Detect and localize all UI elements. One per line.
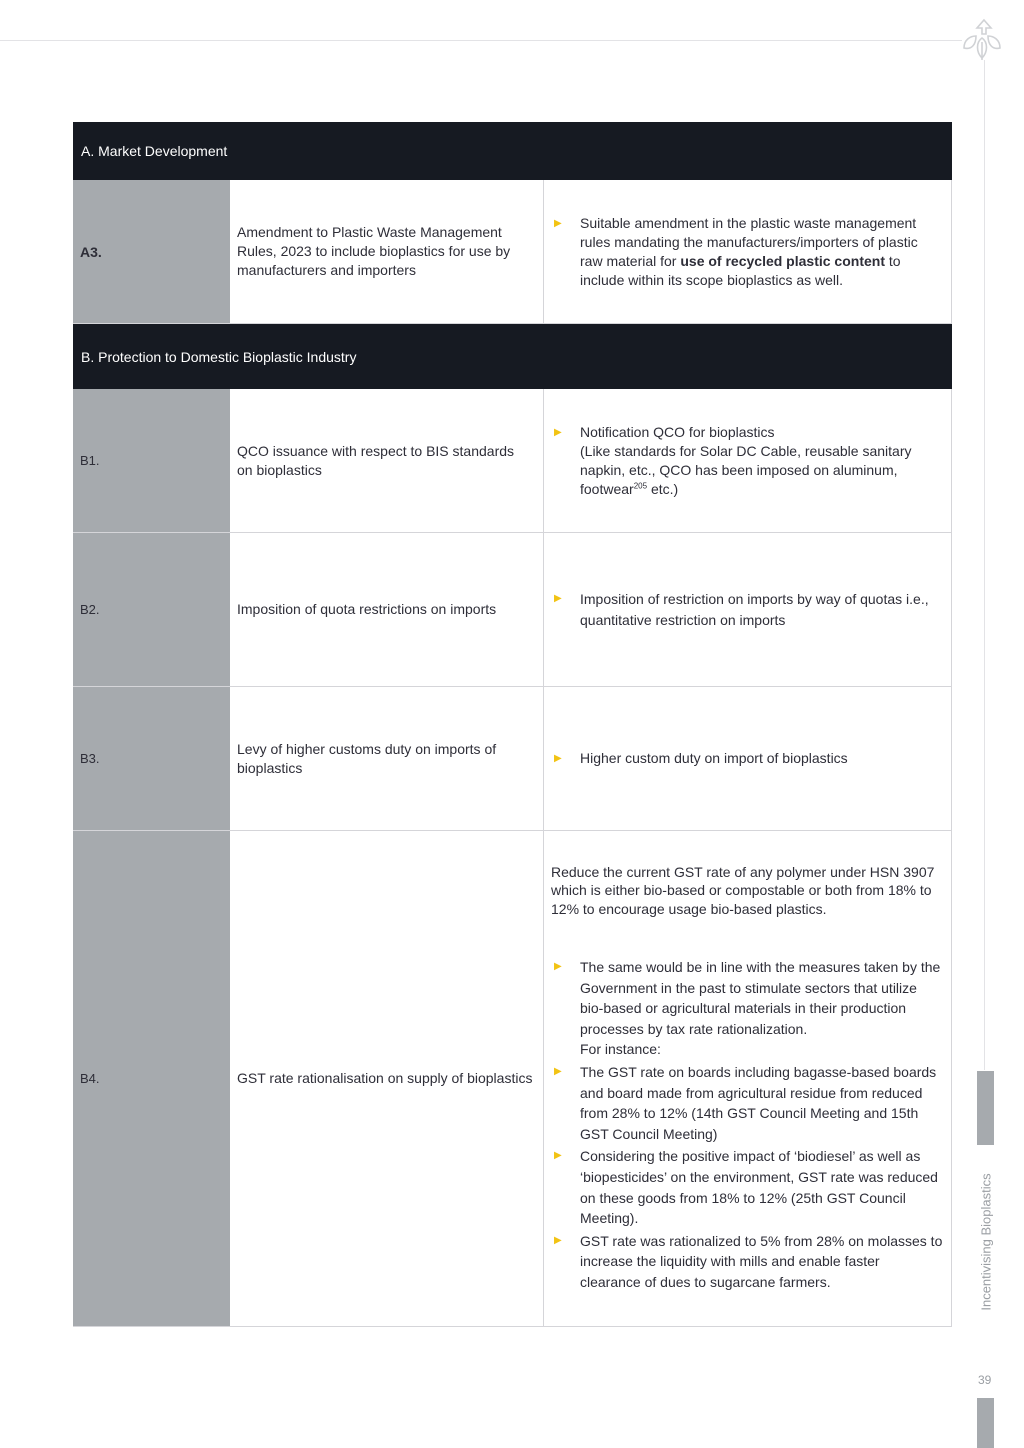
measure-cell bbox=[230, 687, 544, 830]
triangle-bullet-icon: ▶ bbox=[554, 961, 562, 972]
detail-text: Imposition of restriction on imports by way of quotas i.e., quantitative restriction on imports bbox=[580, 590, 929, 628]
row-id: A3. bbox=[73, 180, 230, 323]
table-row-b4 bbox=[73, 831, 952, 1327]
measure-cell bbox=[230, 180, 544, 323]
detail-cell bbox=[544, 687, 952, 830]
list-item: ▶ Considering the positive impact of ‘biodiesel’ as well as ‘biopesticides’ on the environment, GST rate was reduced on these goods from 18% to 12% (25th GST Council Meeting). bbox=[551, 1146, 943, 1228]
table-row-b1 bbox=[73, 389, 952, 533]
incentives-table bbox=[73, 122, 952, 1327]
table-row-b3 bbox=[73, 687, 952, 831]
detail-cell bbox=[544, 831, 952, 1326]
detail-text: Higher custom duty on import of bioplastics bbox=[580, 750, 848, 766]
row-id: B1. bbox=[73, 389, 230, 532]
footnote-ref: 205 bbox=[633, 480, 648, 490]
side-rule bbox=[984, 60, 985, 1070]
measure-text: Imposition of quota restrictions on imports bbox=[237, 601, 497, 617]
top-rule bbox=[0, 40, 962, 41]
list-item: ▶ The same would be in line with the measures taken by the Government in the past to stimulate sectors that utilize bio-based or agricultural materials in their production processes by tax rate rationalization. For instance: bbox=[551, 957, 943, 1060]
section-b-title: B. Protection to Domestic Bioplastic Industry bbox=[81, 348, 357, 365]
section-side-label: Incentivising Bioplastics bbox=[978, 1173, 994, 1311]
list-item: ▶ The GST rate on boards including bagasse-based boards and board made from agricultural residue from reduced from 28% to 12% (14th GST Council Meeting and 15th GST Council Meeting) bbox=[551, 1062, 943, 1144]
intro-paragraph: Reduce the current GST rate of any polymer under HSN 3907 which is either bio-based or compostable or both from 18% to 12% to encourage usage bio-based plastics. bbox=[551, 863, 935, 917]
detail-text: Notification QCO for bioplastics (Like standards for Solar DC Cable, reusable sanitary napkin, etc., QCO has been imposed on aluminum, footwear$^{205}$ etc.) bbox=[580, 423, 912, 497]
page-number: 39 bbox=[978, 1373, 992, 1387]
measure-cell bbox=[230, 389, 544, 532]
row-id: B3. bbox=[73, 687, 230, 830]
detail-cell bbox=[544, 533, 952, 686]
detail-cell bbox=[544, 180, 952, 323]
triangle-bullet-icon: ▶ bbox=[554, 1065, 562, 1077]
triangle-bullet-icon: ▶ bbox=[554, 592, 562, 604]
section-header-a bbox=[73, 122, 952, 180]
table-row-b2 bbox=[73, 533, 952, 687]
page-tab-marker bbox=[977, 1398, 994, 1448]
detail-cell bbox=[544, 389, 952, 532]
triangle-bullet-icon: ▶ bbox=[554, 1234, 562, 1246]
measure-text: QCO issuance with respect to BIS standards on bioplastics bbox=[237, 442, 515, 478]
measure-text: Amendment to Plastic Waste Management Rules, 2023 to include bioplastics for use by manufacturers and importers bbox=[237, 224, 511, 278]
row-id: B2. bbox=[73, 533, 230, 686]
side-tab-marker bbox=[977, 1071, 994, 1145]
triangle-bullet-icon: ▶ bbox=[554, 1150, 562, 1162]
measure-cell bbox=[230, 533, 544, 686]
triangle-bullet-icon: ▶ bbox=[554, 217, 562, 229]
leaf-recycle-logo-icon bbox=[958, 16, 1006, 62]
row-id: B4. bbox=[73, 831, 230, 1326]
detail-text: Suitable amendment in the plastic waste management rules mandating the manufacturers/importers of plastic raw material for use of recycled plastic content to include within its scope bioplastics as well. bbox=[580, 214, 918, 288]
bullet-list bbox=[551, 957, 943, 1295]
emphasis-text: use of recycled plastic content bbox=[680, 252, 885, 269]
list-item: ▶ GST rate was rationalized to 5% from 28% on molasses to increase the liquidity with mills and enable faster clearance of dues to sugarcane farmers. bbox=[551, 1231, 943, 1293]
section-header-b bbox=[73, 324, 952, 389]
measure-text: Levy of higher customs duty on imports of bioplastics bbox=[237, 740, 497, 776]
measure-cell bbox=[230, 831, 544, 1326]
measure-text: GST rate rationalisation on supply of bioplastics bbox=[237, 1070, 533, 1086]
triangle-bullet-icon: ▶ bbox=[554, 426, 562, 438]
section-a-title: A. Market Development bbox=[81, 143, 228, 159]
triangle-bullet-icon: ▶ bbox=[554, 753, 562, 764]
table-row-a3 bbox=[73, 180, 952, 324]
